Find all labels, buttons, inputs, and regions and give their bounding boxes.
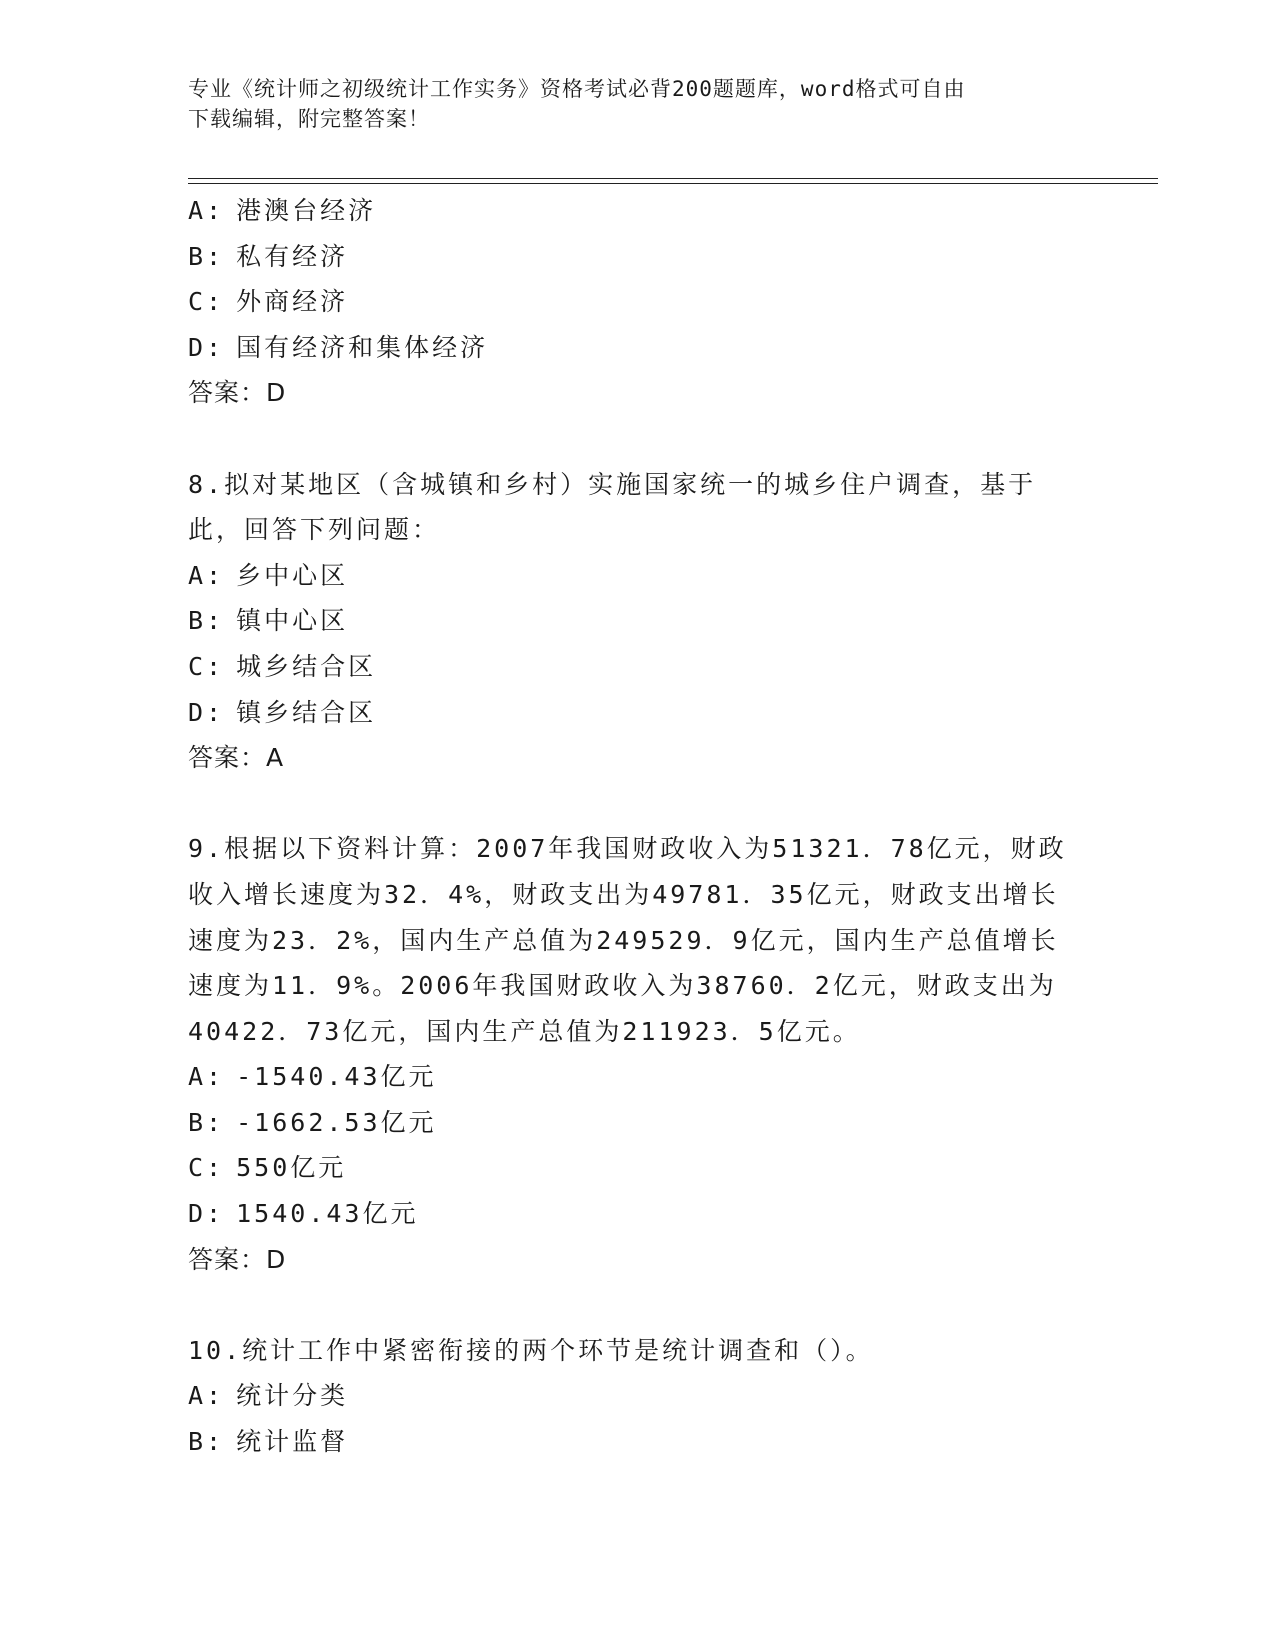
option-b: B: 统计监督 <box>188 1427 349 1457</box>
document-body <box>188 188 1088 1465</box>
option-a: A: 港澳台经济 <box>188 196 377 225</box>
question-8 <box>188 462 1088 781</box>
document-header <box>188 74 1088 134</box>
option-b: B: 私有经济 <box>188 241 349 271</box>
question-stem-line: 9.根据以下资料计算：2007年我国财政收入为51321．78亿元，财政 <box>188 834 1067 864</box>
spacer <box>188 1282 1088 1328</box>
option-c: C: 城乡结合区 <box>188 651 377 681</box>
option-d: D: 国有经济和集体经济 <box>188 332 489 362</box>
spacer <box>188 416 1088 462</box>
option-b: B: -1662.53亿元 <box>188 1107 437 1137</box>
header-divider-bottom <box>188 183 1158 184</box>
question-stem-line: 收入增长速度为32．4%，财政支出为49781．35亿元，财政支出增长 <box>188 879 1059 909</box>
question-7 <box>188 188 1088 416</box>
question-stem-line: 速度为23．2%，国内生产总值为249529．9亿元，国内生产总值增长 <box>188 925 1059 955</box>
header-line-2: 下载编辑，附完整答案！ <box>188 107 430 131</box>
option-c: C: 外商经济 <box>188 287 349 317</box>
option-d: D: 1540.43亿元 <box>188 1199 419 1229</box>
question-stem-line: 8.拟对某地区（含城镇和乡村）实施国家统一的城乡住户调查，基于 <box>188 469 1037 499</box>
header-divider-top <box>188 178 1158 179</box>
answer: 答案：D <box>188 378 287 408</box>
question-10 <box>188 1328 1088 1465</box>
question-9 <box>188 826 1088 1282</box>
option-a: A: -1540.43亿元 <box>188 1062 437 1092</box>
option-b: B: 镇中心区 <box>188 606 349 636</box>
question-stem-line: 速度为11．9%。2006年我国财政收入为38760．2亿元，财政支出为 <box>188 971 1057 1001</box>
answer: 答案：A <box>188 743 285 773</box>
option-c: C: 550亿元 <box>188 1153 347 1183</box>
option-a: A: 统计分类 <box>188 1381 349 1411</box>
option-d: D: 镇乡结合区 <box>188 697 377 727</box>
option-a: A: 乡中心区 <box>188 560 349 590</box>
question-stem-line: 10.统计工作中紧密衔接的两个环节是统计调查和（）。 <box>188 1335 874 1365</box>
spacer <box>188 781 1088 827</box>
header-line-1: 专业《统计师之初级统计工作实务》资格考试必背200题题库，word格式可自由 <box>188 77 966 101</box>
answer: 答案：D <box>188 1244 287 1274</box>
question-stem-line: 此，回答下列问题： <box>188 515 441 545</box>
question-stem-line: 40422．73亿元，国内生产总值为211923．5亿元。 <box>188 1016 861 1046</box>
